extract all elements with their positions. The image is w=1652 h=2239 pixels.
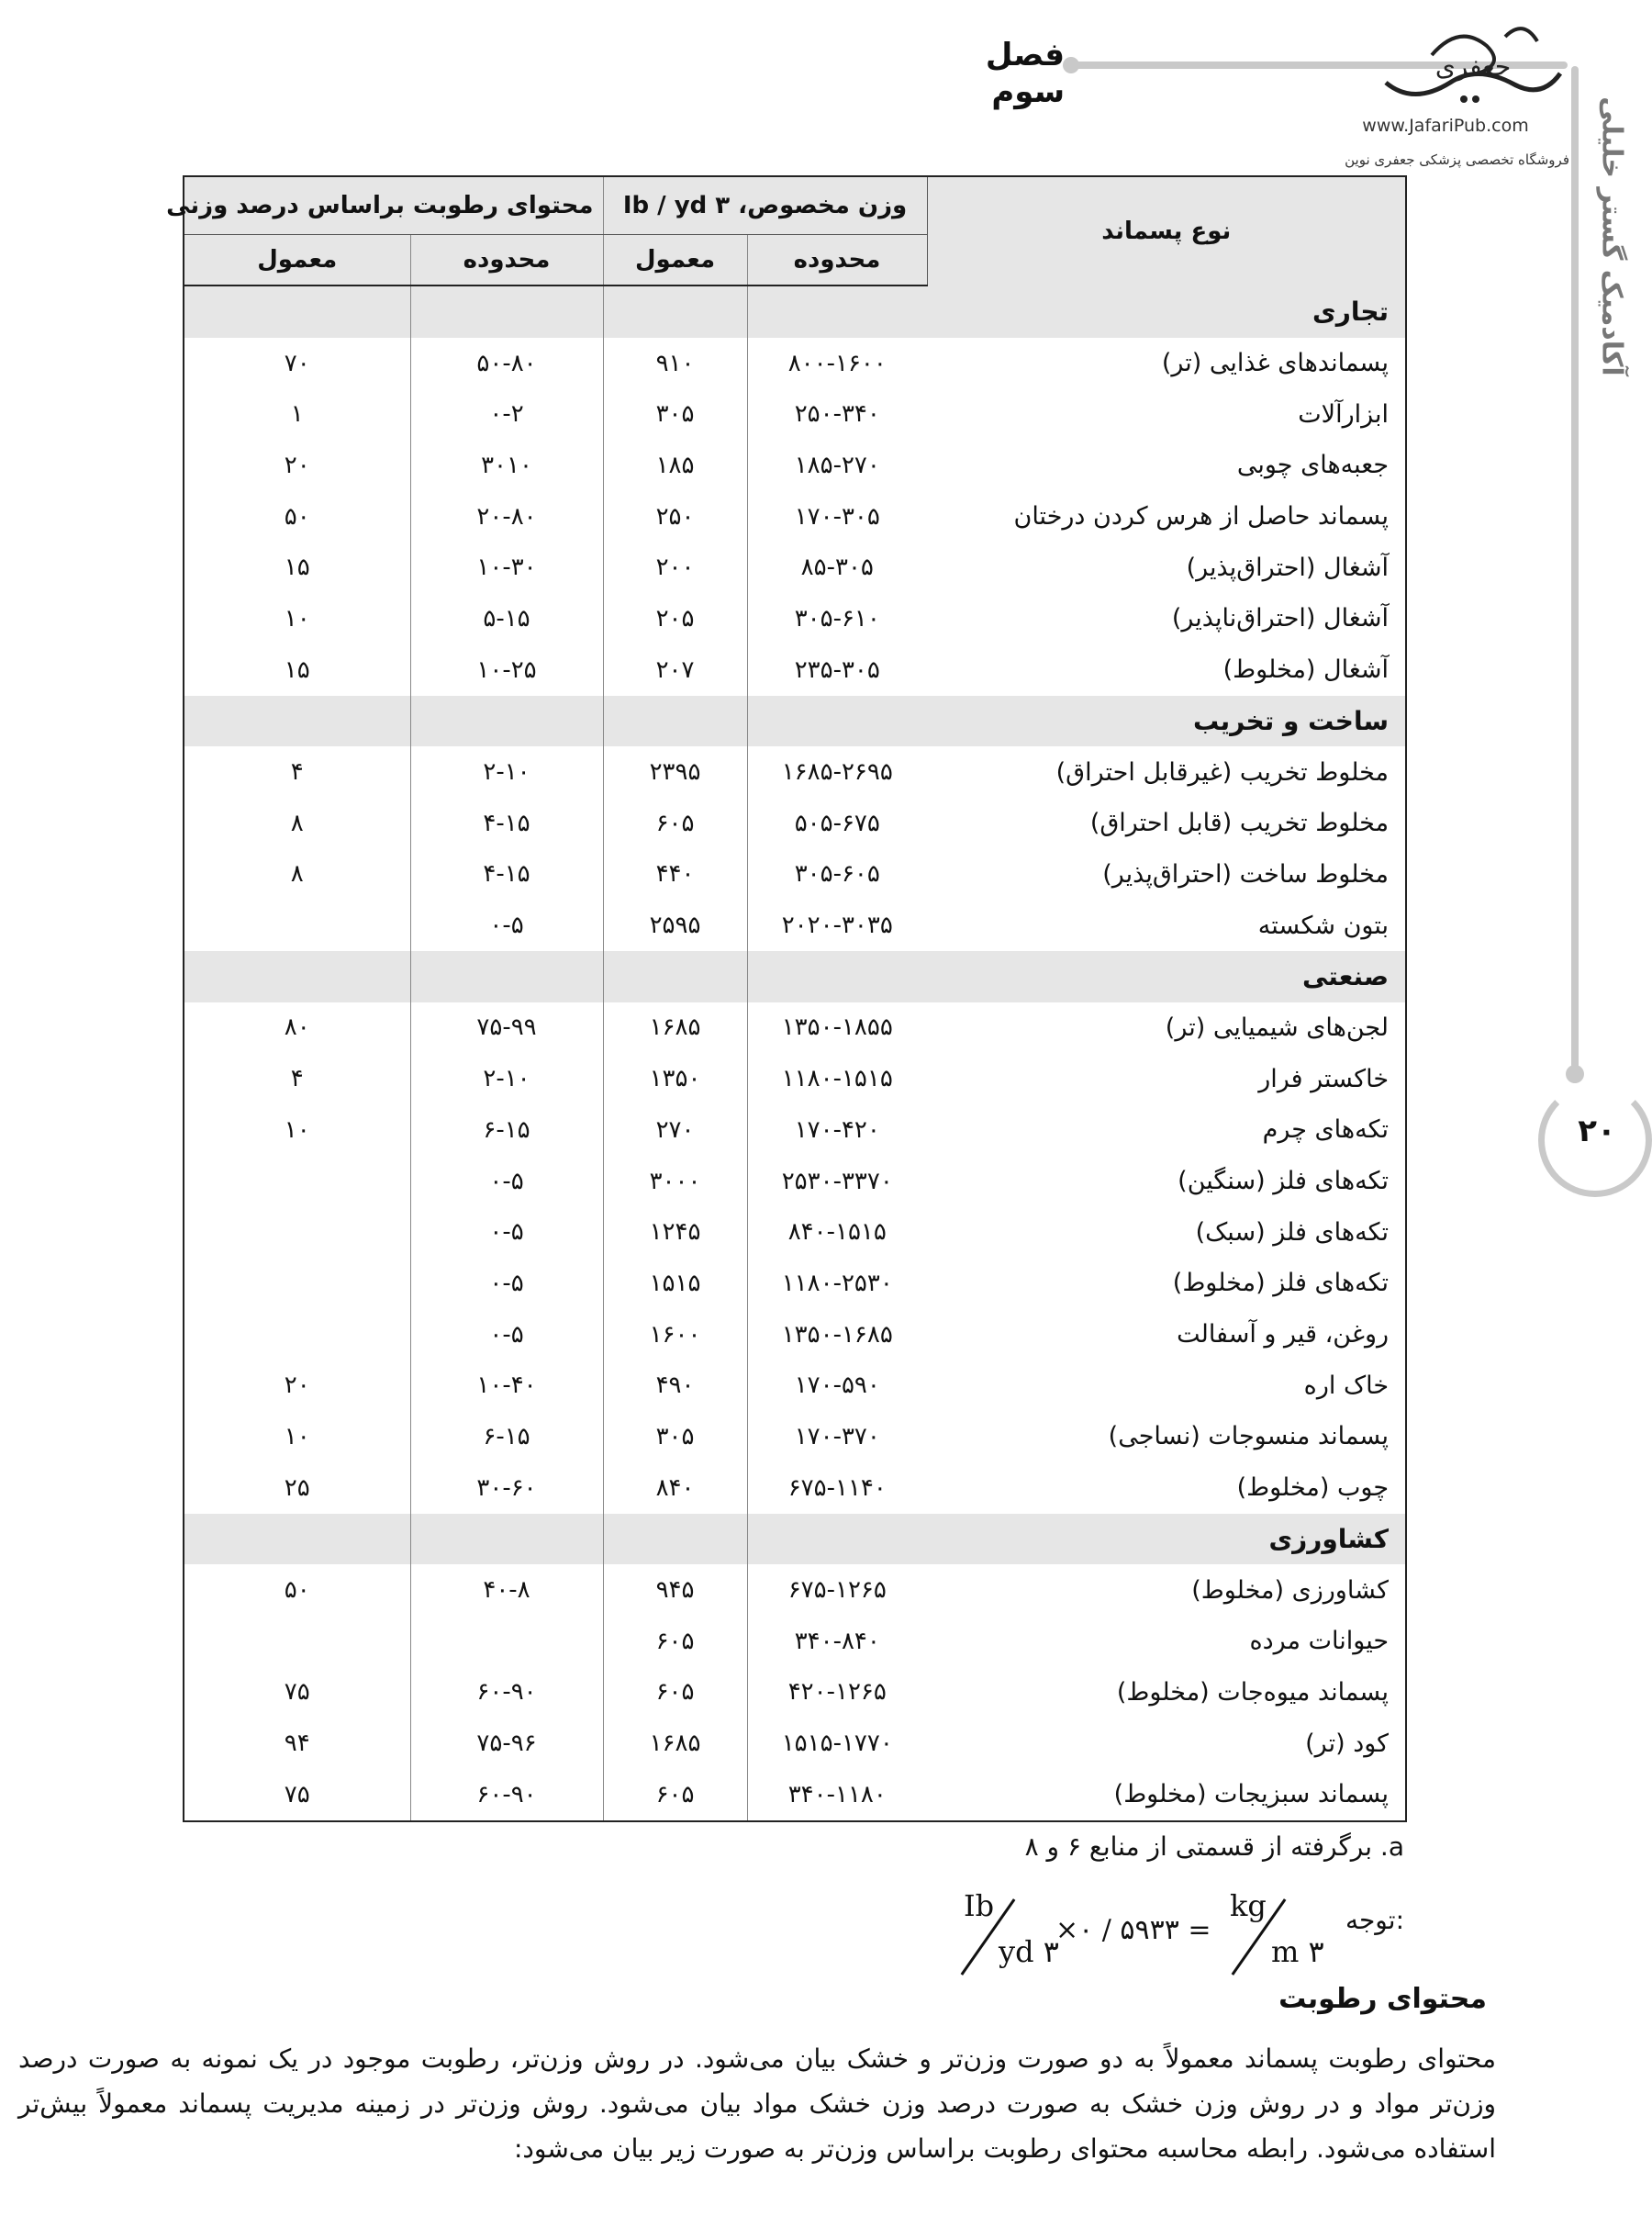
moisture-range-cell: ۷۵-۹۹ bbox=[410, 1002, 603, 1054]
publisher-logo-text: جعفری bbox=[1434, 51, 1512, 82]
category-empty-cell bbox=[410, 696, 603, 747]
table-row bbox=[184, 1053, 1405, 1104]
category-empty-cell bbox=[410, 1514, 603, 1565]
density-range-cell: ۱۵۱۵-۱۷۷۰ bbox=[747, 1718, 927, 1769]
density-range-cell: ۳۴۰-۱۱۸۰ bbox=[747, 1769, 927, 1820]
density-typical-cell: ۲۵۰ bbox=[603, 491, 747, 543]
waste-type-cell: تکه‌های فلز (مخلوط) bbox=[1172, 1269, 1390, 1298]
moisture-typical-cell: ۱۰ bbox=[284, 1422, 310, 1450]
category-empty-cell bbox=[603, 696, 747, 747]
moisture-range-cell: ۰-۵ bbox=[410, 1309, 603, 1360]
table-footnote: a. برگرفته از قسمتی از منابع ۶ و ۸ bbox=[1024, 1831, 1404, 1862]
table-row bbox=[184, 1360, 1405, 1411]
waste-type-cell: تکه‌های فلز (سنگین) bbox=[1178, 1167, 1390, 1196]
table-category-row bbox=[184, 696, 1405, 747]
density-typical-cell: ۱۸۵ bbox=[603, 440, 747, 491]
category-empty-cell bbox=[184, 285, 410, 338]
moisture-range-cell: ۴۰-۸ bbox=[410, 1564, 603, 1616]
waste-type-cell: کود (تر) bbox=[1305, 1729, 1390, 1758]
density-typical-cell: ۳۰۵ bbox=[603, 1411, 747, 1462]
table-row bbox=[184, 900, 1405, 951]
density-typical-cell: ۱۵۱۵ bbox=[603, 1258, 747, 1309]
category-title: ساخت و تخریب bbox=[927, 696, 1405, 747]
density-typical-cell: ۲۵۹۵ bbox=[603, 900, 747, 951]
density-range-cell: ۱۱۸۰-۲۵۳۰ bbox=[747, 1258, 927, 1309]
waste-type-cell: مخلوط تخریب (غیرقابل احتراق) bbox=[1055, 757, 1390, 787]
moisture-typical-cell bbox=[184, 1206, 410, 1258]
moisture-typical-cell: ۵۰ bbox=[284, 1576, 310, 1605]
category-empty-cell bbox=[603, 951, 747, 1002]
header-specific-weight: وزن مخصوص، Ib / yd ۳ bbox=[603, 177, 927, 235]
waste-type-cell: آشغال (احتراق‌ناپذیر) bbox=[1171, 604, 1390, 633]
waste-type-cell: پسماند منسوجات (نساجی) bbox=[1108, 1422, 1390, 1451]
waste-type-cell: چوب (مخلوط) bbox=[1236, 1473, 1390, 1503]
density-range-cell: ۱۸۵-۲۷۰ bbox=[747, 440, 927, 491]
waste-type-cell: خاک اره bbox=[1303, 1371, 1390, 1400]
density-range-cell: ۸۵-۳۰۵ bbox=[747, 542, 927, 593]
table-row bbox=[184, 1156, 1405, 1207]
waste-type-cell: پسماند میوه‌جات (مخلوط) bbox=[1116, 1677, 1390, 1707]
table-row bbox=[184, 1206, 1405, 1258]
moisture-typical-cell bbox=[184, 900, 410, 951]
density-typical-cell: ۱۳۵۰ bbox=[603, 1053, 747, 1104]
moisture-typical-cell: ۷۰ bbox=[284, 349, 310, 377]
category-empty-cell bbox=[184, 696, 410, 747]
moisture-typical-cell: ۲۵ bbox=[284, 1473, 310, 1502]
table-row bbox=[184, 542, 1405, 593]
density-range-cell: ۶۷۵-۱۱۴۰ bbox=[747, 1462, 927, 1514]
density-range-cell: ۵۰۵-۶۷۵ bbox=[747, 798, 927, 849]
table-row bbox=[184, 388, 1405, 440]
moisture-range-cell: ۱۰-۲۵ bbox=[410, 644, 603, 696]
moisture-typical-cell: ۵۰ bbox=[284, 502, 310, 531]
table-row bbox=[184, 1258, 1405, 1309]
moisture-typical-cell bbox=[184, 1616, 410, 1667]
density-range-cell: ۳۰۵-۶۰۵ bbox=[747, 849, 927, 901]
category-title: صنعتی bbox=[927, 951, 1405, 1002]
moisture-typical-cell: ۱۰ bbox=[284, 1115, 310, 1144]
density-range-cell: ۱۷۰-۴۲۰ bbox=[747, 1104, 927, 1156]
waste-type-cell: تکه‌های فلز (سبک) bbox=[1195, 1217, 1390, 1247]
header-moisture-typical: معمول bbox=[184, 235, 410, 286]
moisture-typical-cell: ۷۵ bbox=[284, 1780, 310, 1808]
density-typical-cell: ۲۰۷ bbox=[603, 644, 747, 696]
moisture-range-cell: ۲-۱۰ bbox=[410, 746, 603, 798]
conversion-formula bbox=[945, 1886, 1404, 1987]
density-typical-cell: ۶۰۵ bbox=[603, 1616, 747, 1667]
table-row bbox=[184, 338, 1405, 389]
category-empty-cell bbox=[747, 285, 927, 338]
header-density-typical: معمول bbox=[603, 235, 747, 286]
moisture-range-cell: ۰-۲ bbox=[410, 388, 603, 440]
density-typical-cell: ۱۶۸۵ bbox=[603, 1002, 747, 1054]
moisture-range-cell: ۰-۵ bbox=[410, 1156, 603, 1207]
formula-rhs-numerator: kg bbox=[1230, 1888, 1267, 1923]
category-empty-cell bbox=[184, 951, 410, 1002]
moisture-range-cell: ۲-۱۰ bbox=[410, 1053, 603, 1104]
density-typical-cell: ۹۴۵ bbox=[603, 1564, 747, 1616]
moisture-typical-cell bbox=[184, 1258, 410, 1309]
density-typical-cell: ۳۰۰۰ bbox=[603, 1156, 747, 1207]
moisture-range-cell: ۴-۱۵ bbox=[410, 849, 603, 901]
density-range-cell: ۲۵۳۰-۳۳۷۰ bbox=[747, 1156, 927, 1207]
moisture-typical-cell bbox=[184, 1156, 410, 1207]
category-empty-cell bbox=[603, 285, 747, 338]
waste-type-cell: روغن، قیر و آسفالت bbox=[1177, 1320, 1390, 1349]
moisture-range-cell: ۱۰-۴۰ bbox=[410, 1360, 603, 1411]
density-range-cell: ۴۲۰-۱۲۶۵ bbox=[747, 1667, 927, 1718]
density-typical-cell: ۱۶۰۰ bbox=[603, 1309, 747, 1360]
table-row bbox=[184, 440, 1405, 491]
density-range-cell: ۳۰۵-۶۱۰ bbox=[747, 593, 927, 644]
moisture-range-cell bbox=[410, 1616, 603, 1667]
table-row bbox=[184, 1002, 1405, 1054]
density-typical-cell: ۱۲۴۵ bbox=[603, 1206, 747, 1258]
waste-type-cell: تکه‌های چرم bbox=[1262, 1115, 1390, 1145]
publisher-logo bbox=[1377, 18, 1569, 119]
table-category-row bbox=[184, 1514, 1405, 1565]
waste-type-cell: پسماند حاصل از هرس کردن درختان bbox=[1013, 502, 1390, 532]
side-rule bbox=[1571, 66, 1579, 1076]
moisture-range-cell: ۳۰-۶۰ bbox=[410, 1462, 603, 1514]
density-typical-cell: ۳۰۵ bbox=[603, 388, 747, 440]
moisture-typical-cell: ۲۰ bbox=[284, 1371, 310, 1400]
moisture-range-cell: ۰-۵ bbox=[410, 900, 603, 951]
waste-type-cell: پسماندهای غذایی (تر) bbox=[1161, 349, 1390, 378]
formula-rhs-denominator: m ۳ bbox=[1271, 1934, 1324, 1969]
waste-type-cell: مخلوط ساخت (احتراق‌پذیر) bbox=[1102, 859, 1390, 889]
moisture-typical-cell bbox=[184, 1309, 410, 1360]
page-number: ۲۰ bbox=[1578, 1113, 1616, 1149]
header-moisture-content: محتوای رطوبت براساس درصد وزنی bbox=[184, 177, 603, 235]
density-range-cell: ۱۳۵۰-۱۸۵۵ bbox=[747, 1002, 927, 1054]
moisture-range-cell: ۶-۱۵ bbox=[410, 1411, 603, 1462]
density-range-cell: ۱۱۸۰-۱۵۱۵ bbox=[747, 1053, 927, 1104]
side-dot bbox=[1566, 1065, 1584, 1083]
table-row bbox=[184, 1462, 1405, 1514]
density-typical-cell: ۲۰۰ bbox=[603, 542, 747, 593]
header-waste-type: نوع پسماند bbox=[927, 177, 1405, 285]
waste-type-cell: جعبه‌های چوبی bbox=[1236, 451, 1390, 480]
category-empty-cell bbox=[410, 951, 603, 1002]
header-density-range: محدوده bbox=[747, 235, 927, 286]
category-title: تجاری bbox=[927, 285, 1405, 338]
moisture-range-cell: ۷۵-۹۶ bbox=[410, 1718, 603, 1769]
formula-lhs-denominator: yd ۳ bbox=[999, 1934, 1059, 1969]
publisher-shop: فروشگاه تخصصی پزشکی جعفری نوین bbox=[1345, 151, 1569, 168]
waste-type-cell: حیوانات مرده bbox=[1249, 1627, 1390, 1656]
moisture-typical-cell: ۱ bbox=[290, 400, 304, 429]
moisture-typical-cell: ۹۴ bbox=[284, 1730, 310, 1758]
density-range-cell: ۸۴۰-۱۵۱۵ bbox=[747, 1206, 927, 1258]
waste-type-cell: آشغال (احتراق‌پذیر) bbox=[1186, 553, 1390, 582]
moisture-range-cell: ۳۰۱۰ bbox=[410, 440, 603, 491]
density-typical-cell: ۱۶۸۵ bbox=[603, 1718, 747, 1769]
moisture-range-cell: ۴-۱۵ bbox=[410, 798, 603, 849]
moisture-range-cell: ۵-۱۵ bbox=[410, 593, 603, 644]
table-row bbox=[184, 1564, 1405, 1616]
moisture-range-cell: ۶۰-۹۰ bbox=[410, 1667, 603, 1718]
table-row bbox=[184, 1718, 1405, 1769]
table-category-row bbox=[184, 285, 1405, 338]
waste-type-cell: کشاورزی (مخلوط) bbox=[1191, 1575, 1390, 1605]
category-empty-cell bbox=[747, 696, 927, 747]
table-row bbox=[184, 1309, 1405, 1360]
table-row bbox=[184, 798, 1405, 849]
table-row bbox=[184, 491, 1405, 543]
density-range-cell: ۶۷۵-۱۲۶۵ bbox=[747, 1564, 927, 1616]
density-typical-cell: ۲۳۹۵ bbox=[603, 746, 747, 798]
category-title: کشاورزی bbox=[927, 1514, 1405, 1565]
moisture-typical-cell: ۸ bbox=[290, 860, 304, 889]
waste-type-cell: پسماند سبزیجات (مخلوط) bbox=[1113, 1780, 1390, 1809]
table-row bbox=[184, 593, 1405, 644]
table-row bbox=[184, 644, 1405, 696]
header-moisture-range: محدوده bbox=[410, 235, 603, 286]
moisture-range-cell: ۰-۵ bbox=[410, 1206, 603, 1258]
density-range-cell: ۲۵۰-۳۴۰ bbox=[747, 388, 927, 440]
density-range-cell: ۱۷۰-۳۰۵ bbox=[747, 491, 927, 543]
waste-properties-table bbox=[166, 175, 1407, 1822]
category-empty-cell bbox=[747, 1514, 927, 1565]
table-row bbox=[184, 1667, 1405, 1718]
table-row bbox=[184, 1769, 1405, 1820]
publisher-url: www.JafariPub.com bbox=[1362, 116, 1529, 136]
density-range-cell: ۱۳۵۰-۱۶۸۵ bbox=[747, 1309, 927, 1360]
waste-type-cell: آشغال (مخلوط) bbox=[1222, 655, 1390, 685]
moisture-typical-cell: ۱۰ bbox=[284, 604, 310, 633]
density-range-cell: ۱۷۰-۳۷۰ bbox=[747, 1411, 927, 1462]
density-range-cell: ۱۷۰-۵۹۰ bbox=[747, 1360, 927, 1411]
formula-lhs-numerator: Ib bbox=[964, 1888, 995, 1923]
density-typical-cell: ۹۱۰ bbox=[603, 338, 747, 389]
density-typical-cell: ۴۹۰ bbox=[603, 1360, 747, 1411]
waste-type-cell: ابزارآلات bbox=[1298, 399, 1390, 429]
density-typical-cell: ۴۴۰ bbox=[603, 849, 747, 901]
moisture-typical-cell: ۸ bbox=[290, 809, 304, 837]
density-range-cell: ۸۰۰-۱۶۰۰ bbox=[747, 338, 927, 389]
body-paragraph: محتوای رطوبت پسماند معمولاً به دو صورت وزن‌تر و خشک بیان می‌شود. در روش وزن‌تر، رطوبت موجود در یک نمونه به صورت درصد وزن‌تر مواد و در روش وزن خشک به صورت درصد وزن خشک مواد بیان می‌شود. روش وزن‌تر در زمینه مدیریت پسماند معمولاً بیش‌تر استفاده می‌شود. رابطه محاسبه محتوای رطوبت براساس وزن‌تر به صورت زیر بیان می‌شود: bbox=[18, 2043, 1496, 2164]
moisture-range-cell: ۱۰-۳۰ bbox=[410, 542, 603, 593]
moisture-range-cell: ۶-۱۵ bbox=[410, 1104, 603, 1156]
category-empty-cell bbox=[747, 951, 927, 1002]
formula-factor: ×۰ / ۵۹۳۳ = bbox=[1055, 1914, 1211, 1946]
density-range-cell: ۲۳۵-۳۰۵ bbox=[747, 644, 927, 696]
table-row bbox=[184, 746, 1405, 798]
density-typical-cell: ۶۰۵ bbox=[603, 1769, 747, 1820]
density-typical-cell: ۲۷۰ bbox=[603, 1104, 747, 1156]
section-heading: محتوای رطوبت bbox=[1278, 1983, 1487, 2015]
chapter-title: فصل سوم bbox=[985, 37, 1065, 110]
moisture-typical-cell: ۷۵ bbox=[284, 1678, 310, 1707]
moisture-typical-cell: ۲۰ bbox=[284, 451, 310, 479]
moisture-typical-cell: ۴ bbox=[290, 1065, 304, 1093]
waste-type-cell: بتون شکسته bbox=[1257, 911, 1390, 940]
moisture-range-cell: ۶۰-۹۰ bbox=[410, 1769, 603, 1820]
waste-type-cell: لجن‌های شیمیایی (تر) bbox=[1165, 1013, 1390, 1042]
table-row bbox=[184, 1616, 1405, 1667]
waste-type-cell: خاکستر فرار bbox=[1258, 1064, 1390, 1093]
waste-type-cell: مخلوط تخریب (قابل احتراق) bbox=[1089, 809, 1390, 838]
moisture-typical-cell: ۱۵ bbox=[284, 554, 310, 582]
formula-label: توجه: bbox=[1345, 1905, 1404, 1935]
category-empty-cell bbox=[184, 1514, 410, 1565]
table-row bbox=[184, 849, 1405, 901]
moisture-typical-cell: ۴ bbox=[290, 758, 304, 787]
table-category-row bbox=[184, 951, 1405, 1002]
density-typical-cell: ۸۴۰ bbox=[603, 1462, 747, 1514]
moisture-range-cell: ۰-۵ bbox=[410, 1258, 603, 1309]
density-typical-cell: ۲۰۵ bbox=[603, 593, 747, 644]
density-range-cell: ۱۶۸۵-۲۶۹۵ bbox=[747, 746, 927, 798]
moisture-typical-cell: ۱۵ bbox=[284, 655, 310, 684]
category-empty-cell bbox=[603, 1514, 747, 1565]
density-typical-cell: ۶۰۵ bbox=[603, 1667, 747, 1718]
table-row bbox=[184, 1104, 1405, 1156]
density-range-cell: ۳۴۰-۸۴۰ bbox=[747, 1616, 927, 1667]
vertical-brand-text: آکادمیک گستر خلیلی bbox=[1595, 96, 1628, 376]
table-body bbox=[184, 285, 1405, 1820]
category-empty-cell bbox=[410, 285, 603, 338]
moisture-range-cell: ۵۰-۸۰ bbox=[410, 338, 603, 389]
density-typical-cell: ۶۰۵ bbox=[603, 798, 747, 849]
moisture-range-cell: ۲۰-۸۰ bbox=[410, 491, 603, 543]
vertical-brand bbox=[1584, 92, 1630, 386]
density-range-cell: ۲۰۲۰-۳۰۳۵ bbox=[747, 900, 927, 951]
moisture-typical-cell: ۸۰ bbox=[284, 1013, 310, 1042]
table-row bbox=[184, 1411, 1405, 1462]
